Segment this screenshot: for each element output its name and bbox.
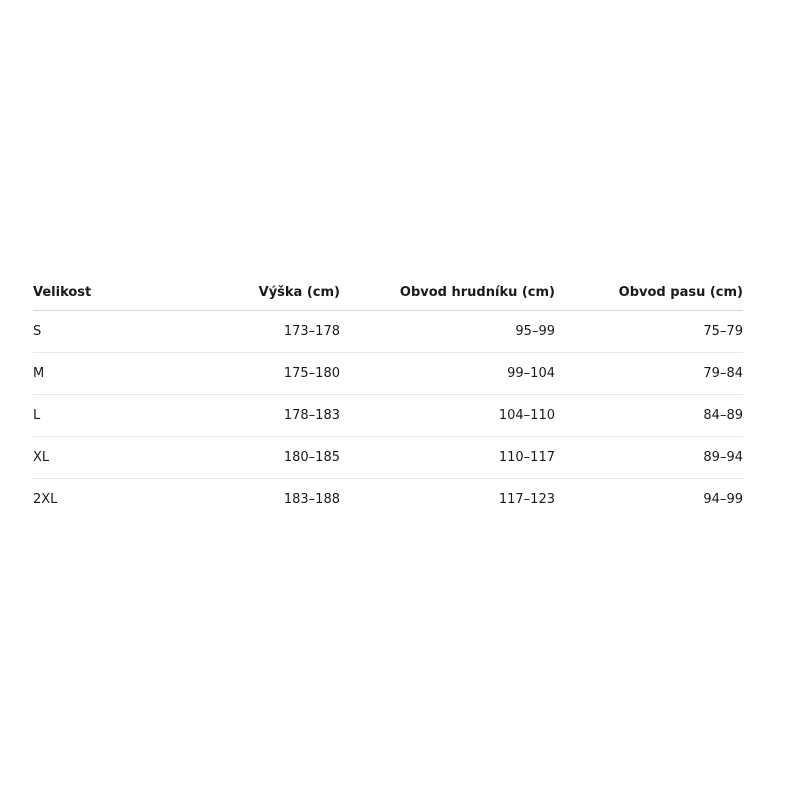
cell-waist: 75–79 <box>555 311 743 353</box>
header-size: Velikost <box>33 274 183 311</box>
table-header-row <box>33 274 743 311</box>
cell-chest: 95–99 <box>340 311 555 353</box>
table-row <box>33 353 743 395</box>
cell-height: 175–180 <box>183 353 340 395</box>
cell-size: 2XL <box>33 492 58 507</box>
cell-size: L <box>33 395 183 437</box>
cell-height: 180–185 <box>183 437 340 479</box>
cell-size: M <box>33 353 183 395</box>
cell-waist: 94–99 <box>703 492 743 507</box>
cell-chest: 117–123 <box>498 492 555 507</box>
cell-size: S <box>33 311 183 353</box>
cell-waist: 79–84 <box>555 353 743 395</box>
header-waist: Obvod pasu (cm) <box>555 274 743 311</box>
table-row <box>33 311 743 353</box>
cell-height: 178–183 <box>183 395 340 437</box>
cell-chest: 99–104 <box>340 353 555 395</box>
size-chart-table <box>33 274 743 520</box>
cell-height: 183–188 <box>283 492 340 507</box>
cell-height: 173–178 <box>183 311 340 353</box>
table-row <box>33 395 743 437</box>
cell-chest: 110–117 <box>340 437 555 479</box>
header-chest: Obvod hrudníku (cm) <box>340 274 555 311</box>
table-row <box>33 479 743 521</box>
header-height: Výška (cm) <box>183 274 340 311</box>
cell-waist: 89–94 <box>555 437 743 479</box>
cell-waist: 84–89 <box>555 395 743 437</box>
table-row <box>33 437 743 479</box>
cell-chest: 104–110 <box>340 395 555 437</box>
cell-size: XL <box>33 437 183 479</box>
